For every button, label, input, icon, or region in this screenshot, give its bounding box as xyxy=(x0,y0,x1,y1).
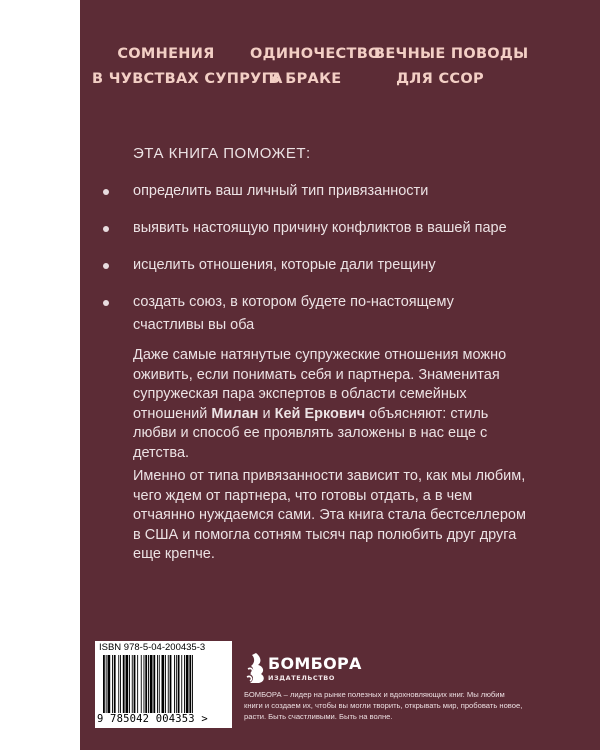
author-name: Милан xyxy=(211,405,259,422)
bullet-icon xyxy=(103,226,109,232)
topic-line: ДЛЯ ССОР xyxy=(396,71,484,87)
paragraph-text: и xyxy=(258,405,275,422)
topic-line: В ЧУВСТВАХ СУПРУГА xyxy=(92,71,283,87)
bullet-icon xyxy=(103,189,109,195)
list-item xyxy=(103,291,523,337)
topic-loneliness xyxy=(250,42,381,92)
publisher-subtitle: ИЗДАТЕЛЬСТВО xyxy=(268,674,335,682)
barcode-bars xyxy=(103,655,225,713)
list-item-text: создать союз, в котором будете по-настоящему счастливы вы оба xyxy=(133,294,454,333)
description-paragraph-2: Именно от типа привязанности зависит то, как мы любим, чего ждем от партнера, что готовы отдать, а в чем отчаянно нуждаемся сами. Эта книга стала бестселлером в США и помогла сотням тысяч пар полюбить друг друга еще крепче. xyxy=(133,468,526,562)
list-item xyxy=(103,254,523,277)
list-item-text: выявить настоящую причину конфликтов в вашей паре xyxy=(133,220,507,236)
topic-line: В БРАКЕ xyxy=(268,71,342,87)
helps-heading: ЭТА КНИГА ПОМОЖЕТ: xyxy=(133,145,311,162)
bullet-icon xyxy=(103,300,109,306)
paragraph-text: Даже самые натянутые супружеские отношения можно оживить, если понимать себя и партнера. Знаменитая супружеская пара экспертов в области семейных отношений xyxy=(133,347,507,422)
paragraph-text: объясняют: стиль любви и способ ее проявлять заложены в нас еще с детства. xyxy=(133,405,489,461)
benefits-list xyxy=(103,180,523,351)
list-item xyxy=(103,180,523,203)
bullet-icon xyxy=(103,263,109,269)
author-name: Кей Еркович xyxy=(274,405,366,422)
topic-quarrels xyxy=(374,42,529,92)
topic-line: СОМНЕНИЯ xyxy=(117,46,215,62)
isbn-label: ISBN 978-5-04-200435-3 xyxy=(99,642,206,653)
list-item-text: исцелить отношения, которые дали трещину xyxy=(133,257,436,273)
topic-line: ВЕЧНЫЕ ПОВОДЫ xyxy=(374,46,529,62)
topic-line: ОДИНОЧЕСТВО xyxy=(250,46,381,62)
publisher-description: БОМБОРА – лидер на рынке полезных и вдохновляющих книг. Мы любим книги и создаем их, чтобы вы могли творить, открывать мир, пробовать новое, расти. Быть счастливыми. Быть на волне. xyxy=(244,690,523,721)
bombora-wave-logo-icon xyxy=(246,651,266,685)
publisher-name: БОМБОРА xyxy=(268,654,362,673)
description-paragraph-1 xyxy=(133,346,528,463)
barcode-digits: 9 785042 004353 > xyxy=(97,713,208,725)
topic-doubts xyxy=(92,42,283,92)
list-item-text: определить ваш личный тип привязанности xyxy=(133,183,429,199)
barcode xyxy=(95,641,232,728)
list-item xyxy=(103,217,523,240)
